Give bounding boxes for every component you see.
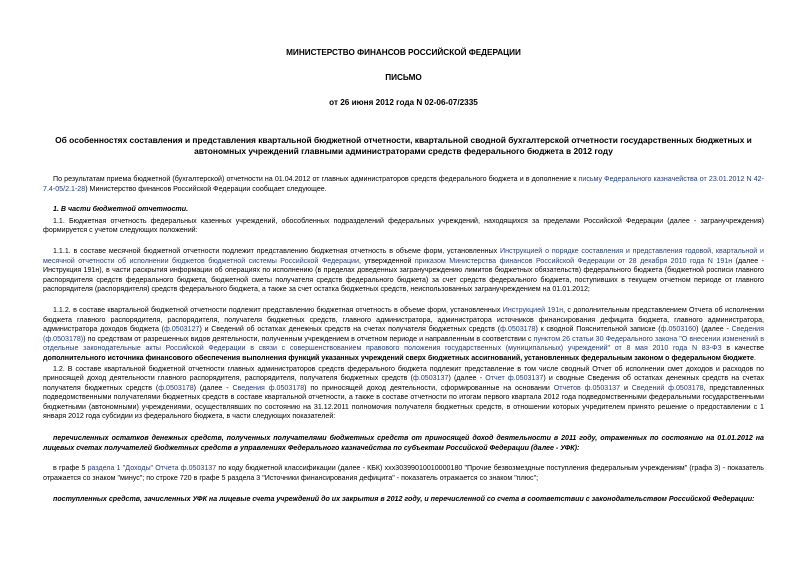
section-1-title: 1. В части бюджетной отчетности.: [53, 205, 189, 214]
p112-text-5: ) (далее -: [696, 325, 732, 334]
p12-text-7: , представленных подведомственными получателями бюджетных средств в составе квартальной отчетности, а также в составе отчетности по итогам первого квартала 2012 года подведомственными федеральными государственными бюджетными (автономными) учреждениями, осуществлявших по состоянию на 31.12.2011 полномочия получателя бюджетных средств, в отношении которых учредителем принято решение о предоставлении с 1 января 2012 года субсидии из федерального бюджета, в части следующих показателей:: [43, 383, 764, 421]
paragraph-1-1: 1.1. Бюджетная отчетность федеральных казенных учреждений, обособленных подразделений федеральных учреждений, находящихся за пределами Российской Федерации (далее - загранучреждения) формируется с учетом следующих положений:: [43, 216, 764, 235]
p12-text-6: и: [620, 383, 632, 392]
p112-text-4: ) к сводной Пояснительной записке (: [535, 325, 661, 334]
col5-text-2: по коду бюджетной классификации (далее - КБК) ххх30399010010000180 "Прочие безвозмездные поступления федеральным учреждениям" (графа 3) - показатель отражается со знаком "минус"; по строке 720 в графе 5 раздела 3 "Источники финансирования дефицита" - показатель отражается со знаком "плюс";: [43, 464, 764, 482]
link-svedeniya-0503178[interactable]: Сведения (ф.0503178): [43, 325, 764, 343]
link-section-1-income[interactable]: раздела 1 "Доходы" Отчета ф.0503137: [87, 464, 217, 473]
link-form-0503127[interactable]: ф.0503127: [164, 325, 200, 334]
document-subject: Об особенностях составления и представления квартальной бюджетной отчетности, квартальной сводной бухгалтерской отчетности государственных бюджетных и автономных учреждений главными администраторами средств федерального бюджета в 2012 году: [55, 135, 752, 156]
p112-text: 1.1.2. в составе квартальной бюджетной отчетности подлежит представлению бюджетная отчетность в объеме форм, установленных: [53, 305, 503, 314]
link-instruction-191n[interactable]: Инструкцией о порядке составления и представления годовой, квартальной и месячной отчетности об исполнении бюджетов бюджетной системы Российской Федерации: [43, 246, 764, 265]
link-form-0503178[interactable]: ф.0503178: [500, 325, 536, 334]
document-type: ПИСЬМО: [385, 73, 422, 82]
paragraph-1-1-2: [43, 306, 764, 364]
col5-text: в графе 5: [53, 464, 88, 473]
paragraph-column-5: [43, 464, 764, 483]
intro-text-end: ) Министерство финансов Российской Федерации сообщает следующее.: [85, 184, 327, 193]
p111-text: 1.1.1. в составе месячной бюджетной отчетности подлежит представлению бюджетная отчетность в объеме форм, установленных: [53, 246, 500, 255]
p112-bold-text: дополнительного источника финансового обеспечения выполнения функций указанных учреждений сверх бюджетных ассигнований, установленных федеральным законом о федеральном бюджете: [43, 353, 754, 362]
p112-text-8: .: [753, 353, 756, 362]
link-otchetov-0503137[interactable]: Отчетов ф.0503137: [553, 383, 621, 392]
p12-text-3: ) и сводные Сведения об остатках денежных средств на счетах получателя бюджетных средств (: [43, 374, 764, 392]
p112-text-3: ) и Сведений об остатках денежных средств на счетах получателя бюджетных средств (: [199, 325, 501, 334]
link-federal-law-83fz[interactable]: пунктом 26 статьи 30 Федерального закона "О внесении изменений в отдельные законодательные акты Российской Федерации в связи с совершенствованием правового положения государственных (муниципальных) учреждений" от 8 мая 2010 года N 83-ФЗ: [43, 334, 764, 353]
link-otchet-0503137[interactable]: Отчет ф.0503137: [485, 374, 544, 383]
link-order-191n[interactable]: приказом Министерства финансов Российской Федерации от 28 декабря 2010 года N 191н: [414, 256, 733, 265]
link-form-0503137[interactable]: ф.0503137: [413, 374, 449, 383]
p112-text-2: , с дополнительным представлением Отчета об исполнении бюджета главного распорядителя, распорядителя, получателя бюджетных средств, главного администратора, администратора источников финансирования дефицита бюджета, главного администратора, администратора доходов бюджета (: [43, 305, 764, 334]
p111-text-2: , утвержденной: [358, 256, 415, 265]
link-form-0503160[interactable]: ф.0503160: [660, 325, 697, 334]
paragraph-1-1-1: [43, 247, 764, 295]
ministry-title: МИНИСТЕРСТВО ФИНАНСОВ РОССИЙСКОЙ ФЕДЕРАЦИИ: [286, 48, 521, 57]
link-instruction-191n-short[interactable]: Инструкцией 191н: [502, 305, 564, 314]
link-svedeniy-0503178[interactable]: Сведений ф.0503178: [631, 383, 704, 392]
p111-text-3: (далее - Инструкция 191н), в части раскрытия информации об операциях по исполнению (в пределах доведенных загранучреждению лимитов бюджетных обязательств) федерального бюджета (бюджетной росписи главного распорядителя средств федерального бюджета, бюджетной сметы получателя средств федерального бюджета) за счет средств федерального бюджета, поступивших в текущем отчетном периоде от главного распорядителя (распорядителя) средств федерального бюджета, а также за счет остатка бюджетных средств, неиспользованных загранучреждением на 01.01.2012;: [43, 256, 765, 294]
intro-text: По результатам приема бюджетной (бухгалтерской) отчетности на 01.04.2012 от главных администраторов средств федерального бюджета и в дополнение к: [53, 175, 579, 183]
p12-text-4: ) (далее -: [193, 383, 233, 392]
p12-text: 1.2. В составе квартальной бюджетной отчетности главных администраторов средств федерального бюджета подлежит представление в том числе сводный Отчет об исполнении смет доходов и расходов по приносящей доход деятельности главного распорядителя, распорядителя, получателя бюджетных средств (: [43, 364, 764, 383]
p112-text-6: ) по средствам от разрешенных видов деятельности, полученным учреждением в отчетном периоде и направленным в соответствии с: [83, 334, 534, 343]
link-svedeniya-0503178-b[interactable]: Сведения ф.0503178: [232, 383, 305, 392]
p112-text-7: в качестве: [721, 344, 764, 353]
paragraph-1-2: [43, 365, 764, 423]
intro-paragraph: [43, 175, 764, 194]
italic-paragraph-remaining-funds: перечисленных остатков денежных средств, полученных получателями бюджетных средств от приносящей доход деятельности в 2011 году, отраженных по состоянию на 01.01.2012 на лицевых счетах получателей бюджетных средств в управлениях Федерального казначейства по субъектам Российской Федерации (далее - УФК):: [43, 434, 764, 452]
link-form-0503178-b[interactable]: ф.0503178: [158, 383, 194, 392]
italic-paragraph-received-funds: поступленных средств, зачисленных УФК на лицевые счета учреждений до их закрытия в 2012 году, и перечисленной со счета в соответствии с законодательством Российской Федерации:: [53, 495, 755, 504]
document-date-number: от 26 июня 2012 года N 02-06-07/2335: [329, 98, 478, 107]
intro-link-treasury-letter[interactable]: письму Федерального казначейства от 23.01.2012 N 42-7.4-05/2.1-28: [43, 175, 764, 193]
p12-text-5: ) по приносящей доход деятельности, сформированные на основании: [304, 383, 554, 392]
p12-text-2: ) (далее -: [448, 374, 486, 383]
